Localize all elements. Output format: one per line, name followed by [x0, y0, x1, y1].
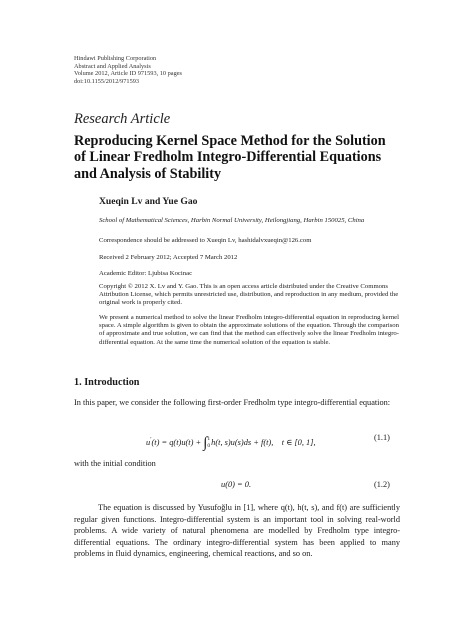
paper-title	[74, 133, 414, 182]
correspondence	[99, 237, 311, 244]
abstract: We present a numerical method to solve the linear Fredholm integro-differential equation in reproducing kernel space. A simple algorithm is given to obtain the approximate solutions of the equation. Through the comparison of approximate and true solution, we can find that the method can effectively solve the linear Fredholm integro-differential equation. At the same time the numerical solution of the equation is stable.	[99, 314, 399, 346]
body-paragraph	[74, 502, 400, 560]
section-heading: 1. Introduction	[74, 377, 140, 388]
equation-1-1: u′(t) = q(t)u(t) + ∫1 0h(t, s)u(s)ds + f(t), t ∈ [0, 1],	[146, 435, 316, 451]
eq1-integrand: h(t, s)u(s)ds + f(t),	[211, 438, 274, 447]
academic-editor: Academic Editor: Ljubisa Kocinac	[99, 270, 193, 277]
correspondence-email[interactable]: hashidalvxueqin@126.com	[238, 237, 312, 244]
equation-number-1-1: (1.1)	[374, 433, 390, 442]
correspondence-text: Correspondence should be addressed to Xueqin Lv,	[99, 237, 239, 244]
received-dates: Received 2 February 2012; Accepted 7 March 2012	[99, 254, 238, 261]
journal-header	[74, 55, 182, 85]
affiliation: School of Mathematical Sciences, Harbin Normal University, Heilongjiang, Harbin 150025, China	[99, 217, 365, 224]
article-type: Research Article	[74, 111, 171, 127]
authors: Xueqin Lv and Yue Gao	[99, 196, 198, 207]
title-line-1: Reproducing Kernel Space Method for the Solution	[74, 133, 386, 149]
integral-limits	[207, 436, 210, 450]
integral-sign: ∫	[203, 435, 208, 451]
eq1-lhs: u	[146, 438, 151, 447]
copyright-notice: Copyright © 2012 X. Lv and Y. Gao. This is an open access article distributed under the Creative Commons Attribution License, which permits unrestricted use, distribution, and reproduction in any medium, provided the original work is properly cited.	[99, 283, 399, 307]
journal-name: Abstract and Applied Analysis	[74, 62, 151, 70]
equation-number-1-2: (1.2)	[374, 480, 390, 489]
intro-paragraph: In this paper, we consider the following first-order Fredholm type integro-differential equation:	[74, 398, 391, 407]
doi: doi:10.1155/2012/971593	[74, 77, 140, 85]
title-line-3: and Analysis of Stability	[74, 165, 222, 182]
volume-info: Volume 2012, Article ID 971593, 10 pages	[74, 70, 182, 78]
body-paragraph-text: The equation is discussed by Yusufoğlu in [1], where q(t), h(t, s), and f(t) are sufficiently regular given functions. Integro-differential system is an important tool in solving real-world problems. A wide variety of natural phenomena are modelled by Fredholm type integro-differential equations. The ordinary integro-differential system has been applied to many problems in fluid dynamics, engineering, chemical reactions, and so on.	[74, 503, 400, 558]
publisher: Hindawi Publishing Corporation	[74, 55, 157, 62]
initial-condition-text: with the initial condition	[74, 459, 156, 468]
upper-limit: 1	[207, 436, 211, 443]
equation-1-2: u(0) = 0.	[221, 480, 252, 489]
lower-limit: 0	[207, 443, 211, 450]
eq1-lhs-arg: (t) = q(t)u(t) +	[151, 438, 204, 447]
title-line-2: of Linear Fredholm Integro-Differential Equations	[74, 149, 382, 166]
eq1-domain: t ∈ [0, 1],	[281, 438, 316, 447]
